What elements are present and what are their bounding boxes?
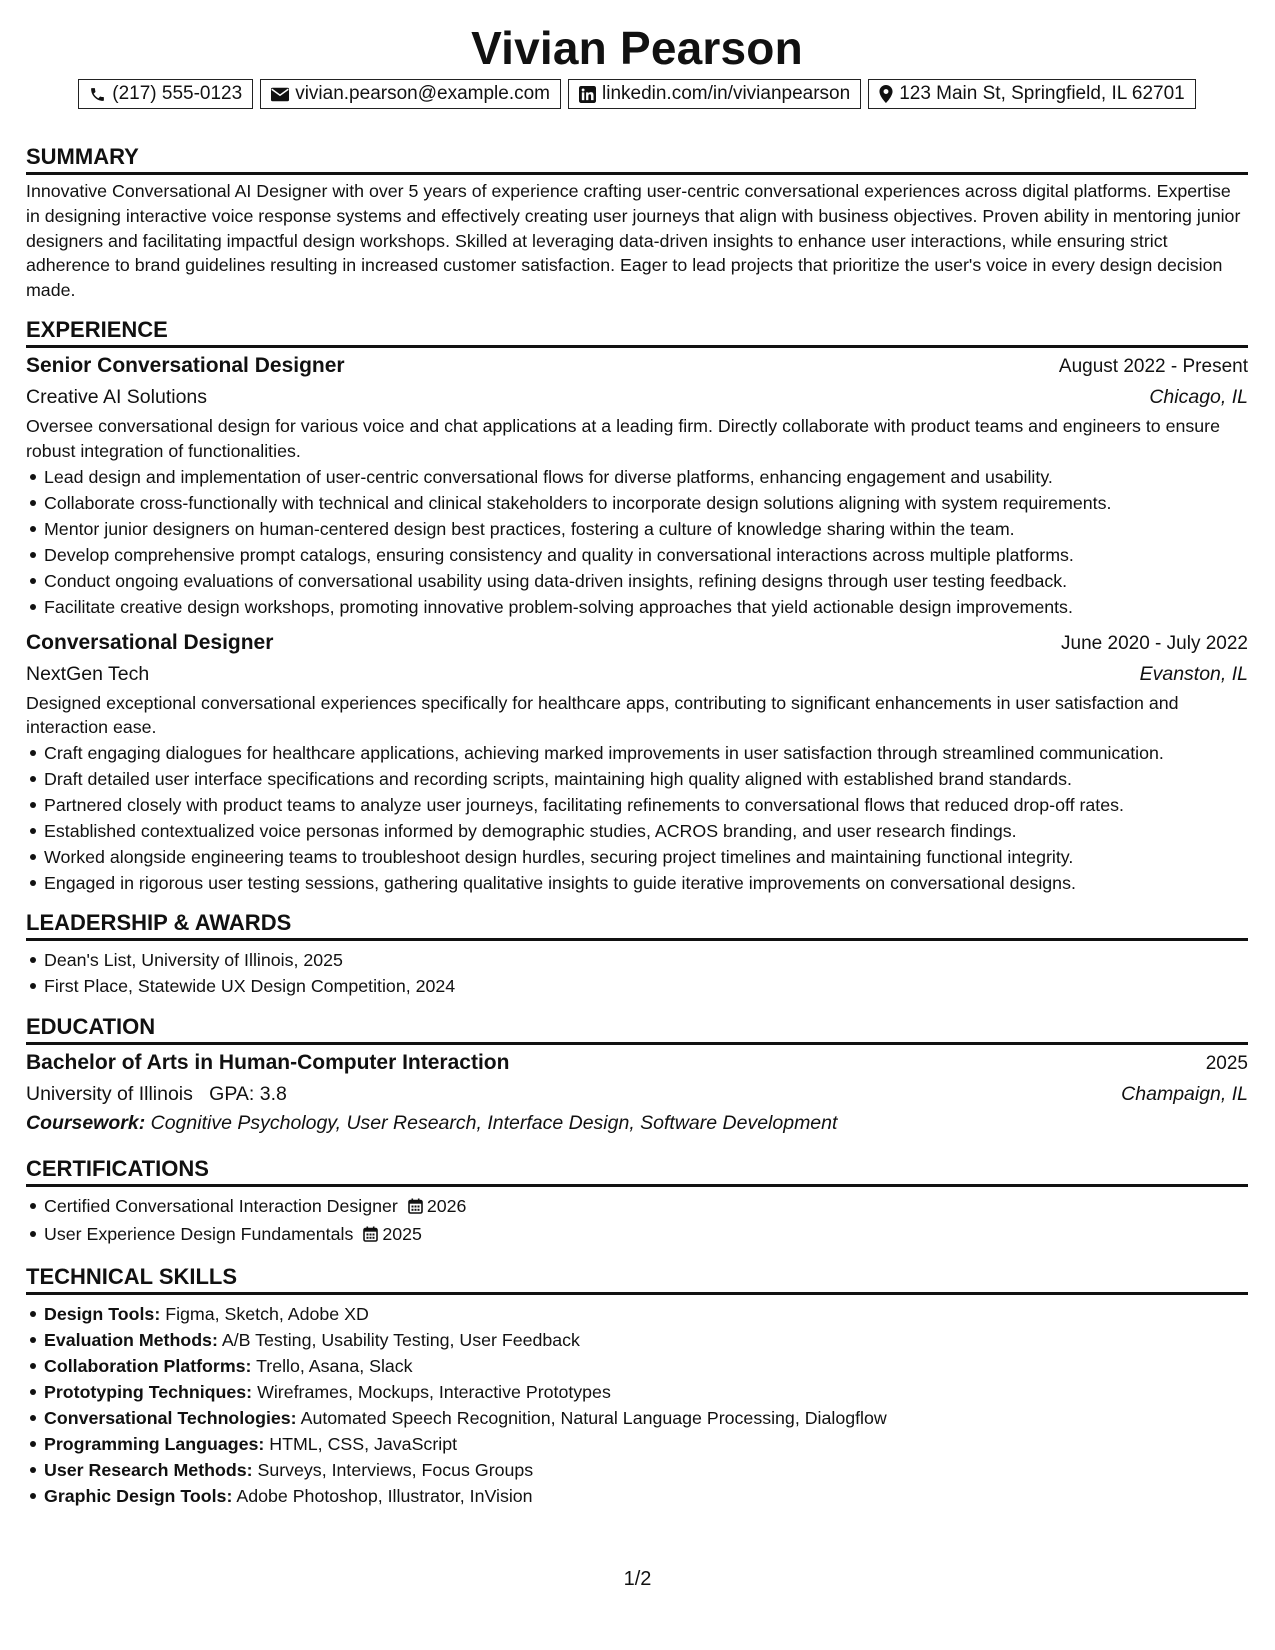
degree: Bachelor of Arts in Human-Computer Interaction — [26, 1051, 510, 1075]
phone-icon — [89, 86, 106, 103]
skill-value: Trello, Asana, Slack — [256, 1356, 413, 1377]
contact-email[interactable] — [260, 79, 561, 109]
list-item — [26, 1221, 1248, 1249]
coursework-label: Coursework: — [26, 1112, 146, 1135]
list-item — [26, 1353, 1248, 1379]
skill-label: Programming Languages: — [44, 1434, 265, 1455]
skill-value: Wireframes, Mockups, Interactive Prototypes — [257, 1382, 611, 1403]
envelope-icon — [271, 87, 289, 102]
list-item: Conduct ongoing evaluations of conversational usability using data-driven insights, refining designs through user testing feedback. — [26, 568, 1248, 594]
contact-bar — [26, 79, 1248, 109]
experience-section — [26, 316, 1248, 896]
section-title-education: EDUCATION — [26, 1013, 1248, 1045]
list-item — [26, 1301, 1248, 1327]
skill-value: Surveys, Interviews, Focus Groups — [257, 1460, 534, 1481]
job-company: NextGen Tech — [26, 662, 150, 685]
cert-year: 2026 — [426, 1196, 467, 1217]
education-section — [26, 1013, 1248, 1137]
job-location: Chicago, IL — [1149, 385, 1248, 408]
resume-page — [26, 0, 1248, 1509]
job-dates: June 2020 - July 2022 — [1061, 632, 1248, 654]
skill-value: A/B Testing, Usability Testing, User Feedback — [221, 1330, 580, 1351]
list-item — [26, 1457, 1248, 1483]
coursework — [26, 1109, 1248, 1137]
list-item: Engaged in rigorous user testing sessions, gathering qualitative insights to guide iterative improvements on conversational designs. — [26, 870, 1248, 896]
skill-value: Figma, Sketch, Adobe XD — [165, 1304, 369, 1325]
list-item — [26, 1483, 1248, 1509]
skill-value: HTML, CSS, JavaScript — [269, 1434, 458, 1455]
linkedin-icon — [579, 86, 596, 103]
gpa: GPA: 3.8 — [209, 1083, 287, 1106]
graduation-year: 2025 — [1205, 1053, 1248, 1075]
cert-year: 2025 — [382, 1224, 422, 1245]
section-title-experience: EXPERIENCE — [26, 316, 1248, 348]
job-location: Evanston, IL — [1139, 662, 1248, 685]
certifications-list — [26, 1193, 1248, 1249]
skill-value: Adobe Photoshop, Illustrator, InVision — [236, 1486, 533, 1507]
skills-list — [26, 1301, 1248, 1509]
list-item — [26, 1327, 1248, 1353]
calendar-icon — [363, 1223, 378, 1249]
linkedin-text: linkedin.com/in/vivianpearson — [602, 83, 851, 104]
summary-section — [26, 143, 1248, 303]
job-title: Senior Conversational Designer — [26, 353, 345, 377]
skill-label: Graphic Design Tools: — [44, 1486, 233, 1507]
job-description: Oversee conversational design for various voice and chat applications at a leading firm. Directly collaborate with product teams and engineers to ensure robust integration of functionalities. — [26, 415, 1220, 461]
list-item — [26, 1379, 1248, 1405]
school-name: University of Illinois — [26, 1083, 193, 1106]
contact-phone[interactable] — [78, 79, 253, 109]
list-item: Worked alongside engineering teams to troubleshoot design hurdles, securing project timelines and maintaining functional integrity. — [26, 844, 1248, 870]
list-item: Collaborate cross-functionally with technical and clinical stakeholders to incorporate design solutions aligning with system requirements. — [26, 490, 1248, 516]
list-item: Facilitate creative design workshops, promoting innovative problem-solving approaches that yield actionable design improvements. — [26, 594, 1248, 620]
list-item — [26, 1405, 1248, 1431]
job-description: Designed exceptional conversational experiences specifically for healthcare apps, contributing to significant enhancements in user satisfaction and interaction ease. — [26, 692, 1179, 738]
skill-label: Evaluation Methods: — [44, 1330, 218, 1351]
skill-label: Prototyping Techniques: — [44, 1382, 253, 1403]
page-number: 1/2 — [623, 1568, 652, 1590]
school-location: Champaign, IL — [1121, 1083, 1248, 1106]
section-title-leadership: LEADERSHIP & AWARDS — [26, 909, 1248, 941]
summary-text: Innovative Conversational AI Designer with over 5 years of experience crafting user-centric conversational experiences across digital platforms. Expertise in designing interactive voice response systems and effectively creating user journeys that align with business objectives. Proven ability in mentoring junior designers and facilitating impactful design workshops. Skilled at leveraging data-driven insights to enhance user interactions, while ensuring strict adherence to brand guidelines resulting in increased customer satisfaction. Eager to lead projects that prioritize the user's voice in every design decision made. — [26, 181, 1241, 301]
list-item — [26, 1431, 1248, 1457]
leadership-section — [26, 909, 1248, 999]
skills-section — [26, 1263, 1248, 1509]
skill-value: Automated Speech Recognition, Natural Language Processing, Dialogflow — [300, 1408, 887, 1429]
section-title-certifications: CERTIFICATIONS — [26, 1155, 1248, 1187]
map-pin-icon — [879, 85, 893, 103]
list-item: Develop comprehensive prompt catalogs, ensuring consistency and quality in conversational interactions across multiple platforms. — [26, 542, 1248, 568]
cert-name: User Experience Design Fundamentals — [44, 1224, 354, 1245]
skill-label: Design Tools: — [44, 1304, 161, 1325]
cert-name: Certified Conversational Interaction Designer — [44, 1196, 398, 1217]
list-item — [26, 1193, 1248, 1221]
address-text: 123 Main St, Springfield, IL 62701 — [899, 83, 1185, 104]
list-item: Craft engaging dialogues for healthcare applications, achieving marked improvements in user satisfaction through streamlined communication. — [26, 740, 1248, 766]
job-entry — [26, 351, 1248, 620]
job-entry — [26, 628, 1248, 897]
list-item: Mentor junior designers on human-centered design best practices, fostering a culture of knowledge sharing within the team. — [26, 516, 1248, 542]
list-item: Established contextualized voice personas informed by demographic studies, ACROS branding, and user research findings. — [26, 818, 1248, 844]
contact-address[interactable] — [868, 79, 1196, 109]
certifications-section — [26, 1155, 1248, 1249]
skill-label: Conversational Technologies: — [44, 1408, 297, 1429]
list-item: Draft detailed user interface specifications and recording scripts, maintaining high quality aligned with established brand standards. — [26, 766, 1248, 792]
list-item: Lead design and implementation of user-centric conversational flows for diverse platforms, enhancing engagement and usability. — [26, 464, 1248, 490]
phone-text: (217) 555-0123 — [112, 83, 243, 104]
skill-label: User Research Methods: — [44, 1460, 253, 1481]
candidate-name: Vivian Pearson — [471, 22, 803, 74]
job-bullets — [26, 464, 1248, 620]
job-bullets — [26, 740, 1248, 896]
calendar-icon — [408, 1195, 423, 1221]
coursework-list: Cognitive Psychology, User Research, Interface Design, Software Development — [150, 1112, 838, 1135]
list-item: First Place, Statewide UX Design Competition, 2024 — [26, 973, 1248, 999]
section-title-summary: SUMMARY — [26, 143, 1248, 175]
awards-list — [26, 947, 1248, 999]
list-item: Partnered closely with product teams to analyze user journeys, facilitating refinements to conversational flows that reduced drop-off rates. — [26, 792, 1248, 818]
job-title: Conversational Designer — [26, 630, 274, 654]
email-text: vivian.pearson@example.com — [295, 83, 550, 104]
skill-label: Collaboration Platforms: — [44, 1356, 252, 1377]
section-title-skills: TECHNICAL SKILLS — [26, 1263, 1248, 1295]
job-dates: August 2022 - Present — [1058, 355, 1248, 377]
school-line — [26, 1079, 287, 1109]
contact-linkedin[interactable] — [568, 79, 861, 109]
list-item: Dean's List, University of Illinois, 2025 — [26, 947, 1248, 973]
job-company: Creative AI Solutions — [26, 385, 208, 408]
